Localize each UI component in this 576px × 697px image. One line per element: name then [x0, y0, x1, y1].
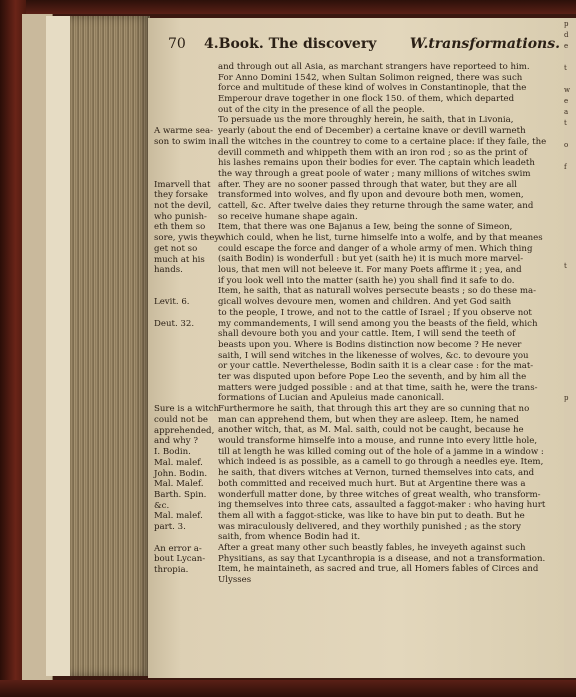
next-page-fragment [564, 612, 576, 623]
body-text [218, 62, 558, 586]
text-line: Emperour drave together in one flock 150. of them, which departed [218, 94, 515, 105]
marginal-note-line: could not be [154, 415, 208, 426]
marginal-note-line: apprehended, [154, 425, 215, 436]
marginal-note [154, 544, 220, 576]
marginal-note-line: and why ? [154, 436, 198, 447]
text-line: For Anno Domini 1542, when Sultan Solimon reigned, there was such [218, 72, 523, 83]
marginal-note-line: much at his [154, 254, 205, 265]
text-line: After a great many other such beastly fables, he inveyeth against such [218, 542, 526, 553]
book-page [148, 18, 564, 678]
next-page-fragment: p [564, 20, 569, 28]
next-page-fragment [564, 579, 576, 590]
next-page-fragment [564, 172, 576, 183]
text-line: formations of Lucian and Apuleius made canonicall. [218, 393, 445, 404]
next-page-fragment [564, 535, 576, 546]
next-page-fragment [564, 271, 576, 282]
next-page-fragment [564, 480, 576, 491]
next-page-fragment [564, 150, 576, 161]
marginal-note-line: hands. [154, 265, 183, 276]
text-line: his lashes remains upon their bodies for ever. The captain which leadeth [218, 158, 535, 169]
next-page-fragment: t [564, 119, 567, 127]
next-page-fragment [564, 568, 576, 579]
text-line: could escape the force and danger of a whole army of men. Which thing [218, 243, 533, 254]
next-page-fragment [564, 513, 576, 524]
next-page-fragment [564, 557, 576, 568]
text-line: to the people, I trowe, and not to the cattle of Israel ; If you observe not [218, 307, 532, 318]
next-page-fragment [564, 205, 576, 216]
next-page-fragment [564, 469, 576, 480]
next-page-fragment [564, 216, 576, 227]
text-line: another witch, that, as M. Mal. saith, could not be caught, because he [218, 425, 524, 436]
next-page-fragment [564, 227, 576, 238]
text-line: Item, he maintaineth, as sacred and true, all Homers fables of Circes and [218, 564, 539, 575]
text-line: Physitians, as say that Lycanthropia is a disease, and not a transformation. [218, 553, 546, 564]
marginal-note-line: An error a- [154, 543, 202, 554]
next-page-fragment [564, 348, 576, 359]
next-page-fragment [564, 370, 576, 381]
text-line: Ulysses [218, 575, 252, 585]
text-line: beasts upon you. Where is Bodins distinction now become ? He never [218, 339, 522, 350]
marginal-note-line: sore, ywis they [154, 233, 220, 244]
marginal-note-line: not the devil, [154, 201, 212, 212]
page-header [168, 36, 560, 58]
marginal-note [154, 180, 220, 276]
next-page-fragment [564, 249, 576, 260]
text-line: (saith Bodin) is wonderfull : but yet (saith he) it is much more marvel- [218, 254, 524, 265]
next-page-fragment [564, 634, 576, 645]
marginal-note-line: &c. [154, 500, 170, 511]
book-cover-bottom [0, 680, 576, 697]
text-line: all the witches in the countrey to come to a certaine place: if they faile, the [218, 136, 547, 147]
text-line: both committed and received much hurt. But at Argentine there was a [218, 478, 526, 489]
marginal-note [154, 404, 220, 532]
marginal-note-line: Imarvell that [154, 179, 211, 190]
flyleaf [46, 16, 72, 676]
text-line: Item, that there was one Bajanus a Iew, being the sonne of Simeon, [218, 222, 513, 233]
marginal-note [154, 319, 220, 330]
next-page-fragment: d [564, 31, 569, 39]
marginal-note-line: I. Bodin. [154, 447, 191, 458]
next-page-fragment [564, 381, 576, 392]
next-page-fragment [564, 403, 576, 414]
text-line: cattell, &c. After twelve daies they returne through the same water, and [218, 200, 534, 211]
book-cover-top [0, 0, 576, 14]
text-line: which indeed is as possible, as a camell to go through a needles eye. Item, [218, 457, 544, 468]
marginal-note-line: bout Lycan- [154, 554, 206, 565]
text-line: after. They are no sooner passed through that water, but they are all [218, 179, 517, 190]
text-line: Item, he saith, that as naturall wolves persecute beasts ; so do these ma- [218, 286, 537, 297]
text-line: so receive humane shape again. [218, 211, 358, 222]
text-line: shall devoure both you and your cattle. Item, I will send the teeth of [218, 329, 516, 340]
marginal-note-line: Sure is a witch [154, 404, 219, 415]
next-page-fragment [564, 51, 576, 62]
next-page-fragment [564, 458, 576, 469]
marginal-note-line: get not so [154, 243, 198, 254]
text-line: out of the city in the presence of all the people. [218, 104, 425, 115]
text-line: would transforme himselfe into a mouse, and runne into every little hole, [218, 436, 538, 447]
next-page-fragment [564, 326, 576, 337]
next-page-fragment [564, 502, 576, 513]
next-page-edge [564, 18, 576, 678]
marginal-note-line: son to swim in. [154, 136, 220, 147]
text-line: saith, I will send witches in the likenesse of wolves, &c. to devoure you [218, 350, 529, 361]
text-line: and through out all Asia, as marchant strangers have reporteed to him. [218, 62, 530, 72]
marginal-note-line: part. 3. [154, 521, 186, 532]
next-page-fragment [564, 447, 576, 458]
next-page-fragment [564, 315, 576, 326]
next-page-fragment [564, 590, 576, 601]
next-page-fragment [564, 436, 576, 447]
next-page-fragment: w [564, 86, 570, 94]
text-line: yearly (about the end of December) a certaine knave or devill warneth [218, 126, 526, 137]
marginal-note-line: A warme sea- [154, 126, 214, 137]
marginal-note-line: John. Bodin. [154, 468, 208, 479]
marginal-note-line: Barth. Spin. [154, 489, 207, 500]
page-number: 70 [168, 36, 186, 52]
marginal-note-line: Levit. 6. [154, 297, 190, 308]
text-line: gicall wolves devoure men, women and children. And yet God saith [218, 297, 512, 308]
marginal-note [154, 126, 220, 147]
next-page-fragment [564, 238, 576, 249]
next-page-fragment [564, 304, 576, 315]
marginal-note-line: eth them so [154, 222, 206, 233]
text-line: To persuade us the more throughly herein, he saith, that in Livonia, [218, 115, 514, 126]
text-line: which could, when he list, turne himselfe into a wolfe, and by that meanes [218, 233, 543, 243]
text-line: my commandements, I will send among you the beasts of the field, which [218, 318, 538, 329]
next-page-fragment [564, 491, 576, 502]
next-page-fragment [564, 414, 576, 425]
marginal-note-line: Mal. malef. [154, 511, 203, 522]
text-line: saith, from whence Bodin had it. [218, 532, 361, 543]
text-line: man can apprehend them, but when they are asleep. Item, he named [218, 414, 520, 425]
next-page-fragment: p [564, 394, 569, 402]
text-line: ter was disputed upon before Pope Leo the seventh, and by him all the [218, 371, 527, 382]
next-page-fragment [564, 546, 576, 557]
text-line: transformed into wolves, and fly upon and devoure both men, women, [218, 190, 524, 201]
text-line: was miraculously delivered, and they worthily punished ; as the story [218, 521, 522, 532]
next-page-fragment [564, 623, 576, 634]
marginal-note-line: they forsake [154, 190, 208, 201]
next-page-fragment: t [564, 262, 567, 270]
text-line: ing themselves into three cats, assaulted a faggot-maker : who having hurt [218, 500, 546, 511]
marginal-note-line: who punish- [154, 211, 207, 222]
text-line: force and multitude of these kind of wolves in Constantinople, that the [218, 83, 527, 94]
next-page-fragment: f [564, 163, 567, 171]
next-page-fragment [564, 293, 576, 304]
next-page-fragment: a [564, 108, 569, 116]
text-line: till at length he was killed coming out of the hole of a jamme in a window : [218, 446, 544, 457]
marginal-note-line: thropia. [154, 564, 189, 575]
text-line: matters were judged possible : and at that time, saith he, were the trans- [218, 382, 538, 393]
running-head-right: W.transformations. [409, 36, 560, 52]
text-line: he saith, that divers witches at Vernon, turned themselves into cats, and [218, 468, 535, 479]
next-page-fragment [564, 425, 576, 436]
text-line: lous, that men will not beleeve it. For many Poets affirme it ; yea, and [218, 265, 522, 276]
text-line: them all with a faggot-sticke, was like to have bin put to death. But he [218, 510, 525, 521]
text-line: devill commeth and whippeth them with an iron rod ; so as the print of [218, 147, 528, 158]
running-head: 4.Book. The discovery [204, 36, 377, 52]
next-page-fragment: e [564, 97, 569, 105]
next-page-fragment: o [564, 141, 569, 149]
marginal-note-line: Mal. malef. [154, 457, 203, 468]
text-line: the way through a great poole of water ; many millions of witches swim [218, 168, 531, 179]
text-line: if you look well into the matter (saith he) you shall find it safe to do. [218, 275, 515, 286]
next-page-fragment [564, 73, 576, 84]
text-line: Furthermore he saith, that through this art they are so cunning that no [218, 404, 530, 414]
marginal-note-line: Mal. Malef. [154, 479, 204, 490]
marginal-note [154, 297, 220, 308]
next-page-fragment: t [564, 64, 567, 72]
next-page-fragment [564, 194, 576, 205]
next-page-fragment [564, 337, 576, 348]
marginal-note-line: Deut. 32. [154, 318, 195, 329]
next-page-fragment [564, 183, 576, 194]
next-page-fragment [564, 524, 576, 535]
next-page-fragment [564, 128, 576, 139]
text-line: or your cattle. Neverthelesse, Bodin saith it is a clear case : for the mat- [218, 361, 534, 372]
next-page-fragment: e [564, 42, 569, 50]
next-page-fragment [564, 359, 576, 370]
next-page-fragment [564, 601, 576, 612]
next-page-fragment [564, 282, 576, 293]
page-stack-edge [70, 16, 150, 676]
text-line: wonderfull matter done, by three witches of great wealth, who transform- [218, 489, 541, 500]
